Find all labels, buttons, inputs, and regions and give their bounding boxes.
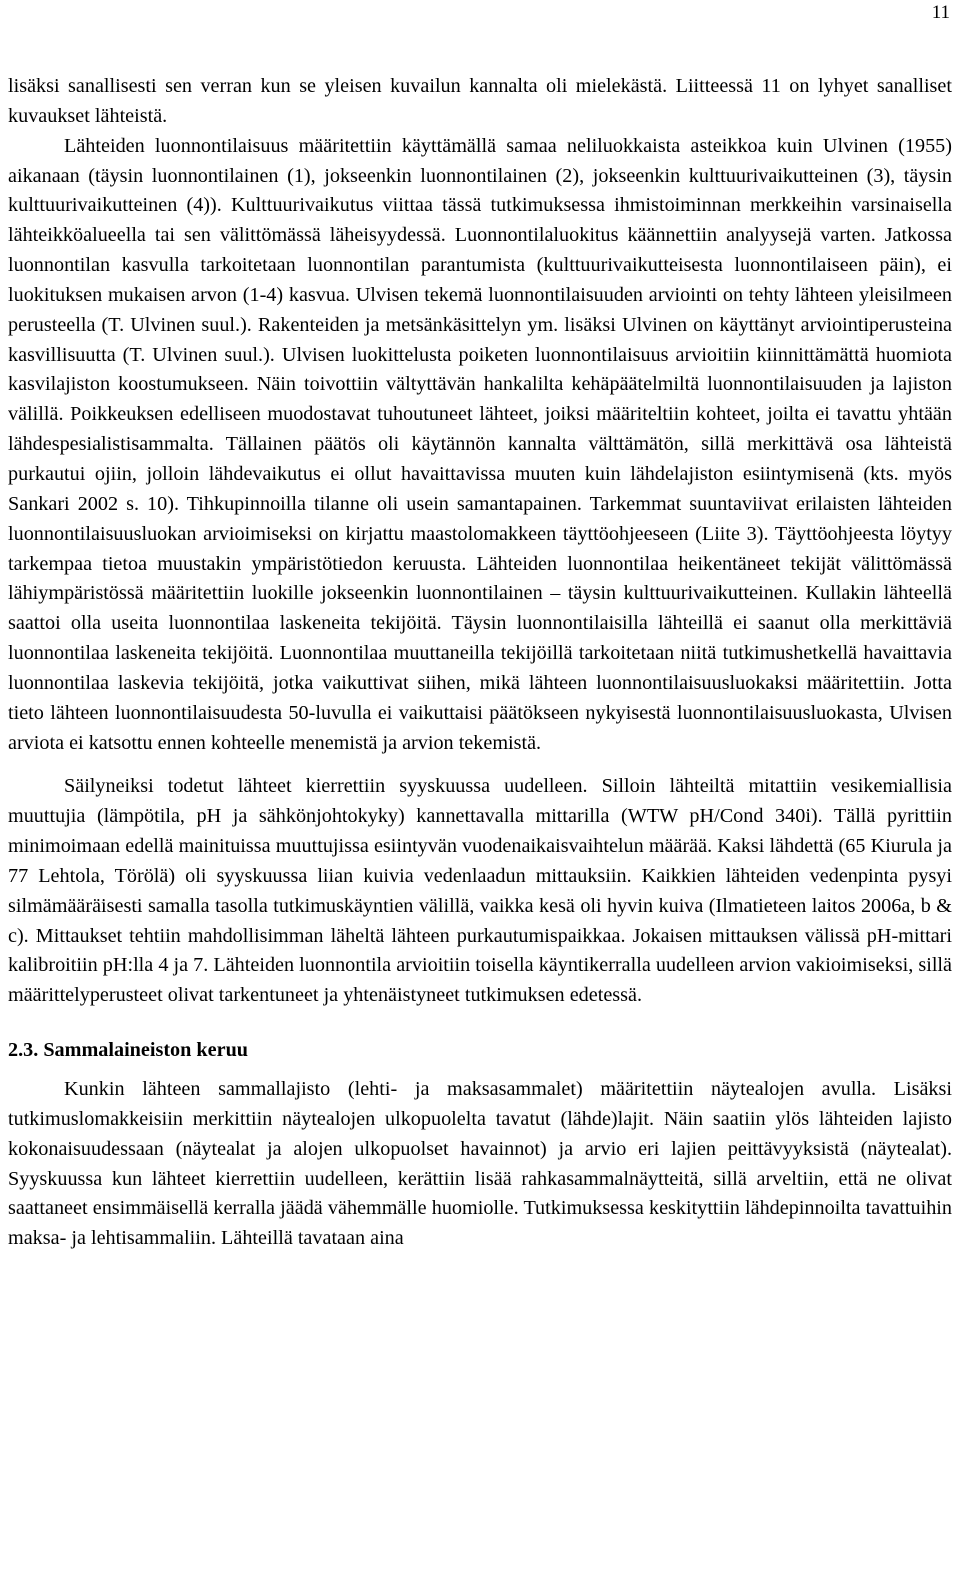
- paragraph-water-chemistry: Säilyneiksi todetut lähteet kierrettiin syyskuussa uudelleen. Silloin lähteiltä mitattiin vesikemiallisia muuttujia (lämpötila, pH ja sähkönjohtokyky) kannettavalla mittarilla (WTW pH/Cond 340i). Tällä pyrittiin minimoimaan edellä mainituissa muuttujissa esiintyvän vuodenaikaisvaihtelun määrää. Kaksi lähdettä (65 Kiurula ja 77 Lehtola, Törölä) oli syyskuussa liian kuivia vedenlaadun mittauksiin. Kaikkien lähteiden vedenpinta pysyi silmämääräisesti samalla tasolla tutkimuskäyntien välillä, vaikka kesä oli hyvin kuiva (Ilmatieteen laitos 2006a, b & c). Mittaukset tehtiin mahdollisimman läheltä lähteen purkautumispaikkaa. Jokaisen mittauksen välissä pH-mittari kalibroitiin pH:lla 4 ja 7. Lähteiden luonnontila arvioitiin toisella käyntikerralla uudelleen arvion vakioimiseksi, sillä määrittelyperusteet olivat tarkentuneet ja yhtenäistyneet tutkimuksen edetessä.: [8, 775, 952, 1007]
- paragraph-moss-collection: Kunkin lähteen sammallajisto (lehti- ja maksasammalet) määritettiin näytealojen avulla. Lisäksi tutkimuslomakkeisiin merkittiin näytealojen ulkopuolelta tavatut (lähde)lajit. Näin saatiin ylös lähteiden lajisto kokonaisuudessaan (näytealat ja alojen ulkopuolset havainnot) ja arvio eri lajien peittävyyksistä (näytealat). Syyskuussa kun lähteet kierrettiin uudelleen, kerättiin lisää rahkasammalnäytteitä, sillä arveltiin, että ne olivat saattaneet ensimmäisellä kerralla jäädä vähemmälle huomiolle. Tutkimuksessa keskityttiin lähdepinnoilta tavattuihin maksa- ja lehtisammaliin. Lähteillä tavataan aina: [8, 1078, 952, 1250]
- paragraph-continuation: lisäksi sanallisesti sen verran kun se yleisen kuvailun kannalta oli mielekästä. Liitteessä 11 on lyhyet sanalliset kuvaukset lähteistä.: [8, 75, 952, 127]
- document-body: [8, 72, 952, 1254]
- section-heading: 2.3. Sammalaineiston keruu: [8, 1039, 249, 1062]
- paragraph-natural-state: Lähteiden luonnontilaisuus määritettiin käyttämällä samaa neliluokkaista asteikkoa kuin Ulvinen (1955) aikanaan (täysin luonnontilainen (1), jokseenkin luonnontilainen (2), jokseenkin kulttuurivaikutteinen (3), täysin kulttuurivaikutteinen (4)). Kulttuurivaikutus viittaa tässä tutkimuksessa ihmistoiminnan merkkeihin varsinaisella lähteikköalueella tai sen välittömässä läheisyydessä. Luonnontilaluokitus käännettiin analyysejä varten. Jatkossa luonnontilan kasvulla tarkoitetaan luonnontilan parantumista (kulttuurivaikutteisesta luonnontilaiseen päin), ei luokituksen mukaisen arvon (1-4) kasvua. Ulvisen tekemä luonnontilaisuuden arviointi on tehty lähteen yleisilmeen perusteella (T. Ulvinen suul.). Rakenteiden ja metsänkäsittelyn ym. lisäksi Ulvinen on käyttänyt arviointiperusteina kasvillisuutta (T. Ulvinen suul.). Ulvisen luokittelusta poiketen luonnontilaisuus arvioitiin kiinnittämättä huomiota kasvilajiston koostumukseen. Näin toivottiin vältyttävän hankalilta kehäpäätelmiltä luonnontilaisuuden ja lajiston välillä. Poikkeuksen edelliseen muodostavat tuhoutuneet lähteet, joiksi määriteltiin kohteet, joilta ei tavattu yhtään lähdespesialistisammalta. Tällainen päätös oli käytännön kannalta välttämätön, sillä merkittävä osa lähteistä purkautui ojiin, jolloin lähdevaikutus ei ollut havaittavissa muuten kuin lähdelajiston esiintymisenä (kts. myös Sankari 2002 s. 10). Tihkupinnoilla tilanne oli usein samantapainen. Tarkemmat suuntaviivat erilaisten lähteiden luonnontilaisuusluokan arvioimiseksi on kirjattu maastolomakkeen täyttöohjeeseen (Liite 3). Täyttöohjeesta löytyy tarkempaa tietoa muustakin ympäristötiedon keruusta. Lähteiden luonnontilaa heikentäneet tekijät välittömässä lähiympäristössä määritettiin luokille jokseenkin luonnontilainen – täysin kulttuurivaikutteinen. Kullakin lähteellä saattoi olla useita luonnontilaa laskeneita tekijöitä. Täysin luonnontilaisilla lähteillä ei saanut olla merkittäviä luonnontilaa laskeneita tekijöitä. Luonnontilaa muuttaneilla tekijöillä tarkoitetaan niitä tutkimushetkellä havaittavia luonnontilaa laskevia tekijöitä, jotka vaikuttivat siihen, mikä lähteen luonnontilaisuusluokaksi määritettiin. Jotta tieto lähteen luonnontilaisuudesta 50-luvulla ei vaikuttaisi päätökseen nykyisestä luonnontilaisuusluokasta, Ulvisen arviota ei katsottu ennen kohteelle menemistä ja arvion tekemistä.: [8, 134, 952, 754]
- page-number: 11: [931, 2, 950, 23]
